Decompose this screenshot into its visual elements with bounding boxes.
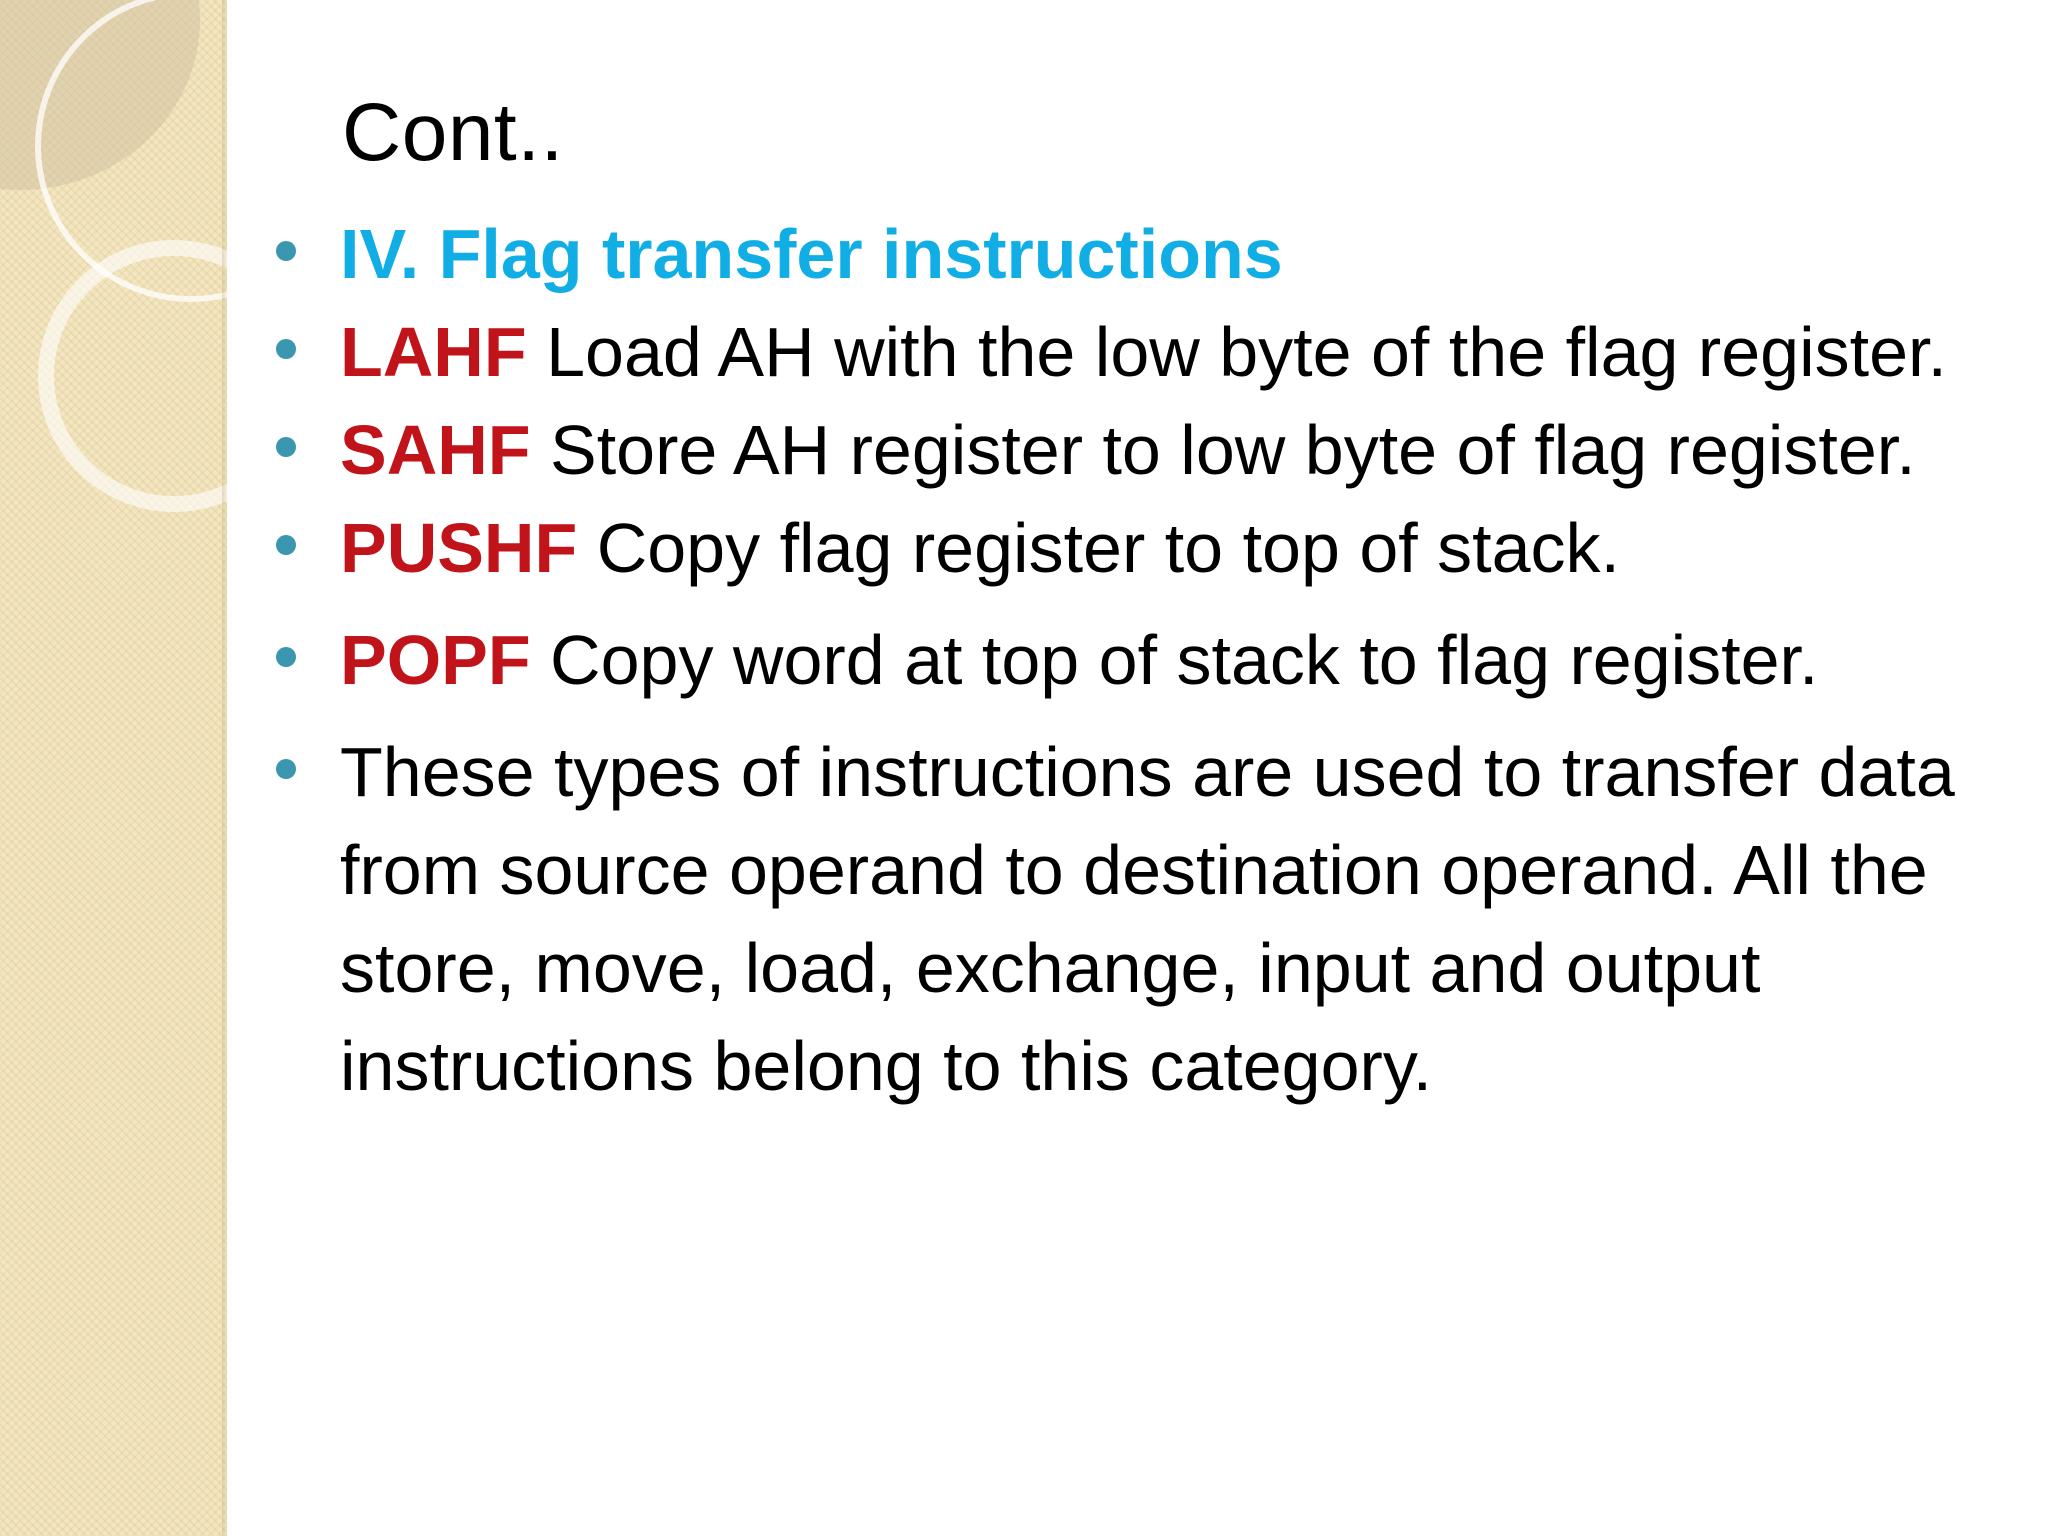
bullet-dot-icon xyxy=(276,535,296,555)
instruction-description: Copy flag register to top of stack. xyxy=(596,509,1620,587)
bullet-sahf xyxy=(270,401,1990,499)
bullet-lahf xyxy=(270,303,1990,401)
instruction-description: Load AH with the low byte of the flag register. xyxy=(546,313,1947,391)
bullet-pushf xyxy=(270,499,1990,597)
bullet-popf xyxy=(270,611,1990,709)
bullet-summary xyxy=(270,723,1990,1115)
instruction-description: Copy word at top of stack to flag register. xyxy=(550,621,1819,699)
instruction-description: Store AH register to low byte of flag register. xyxy=(550,411,1916,489)
bullet-dot-icon xyxy=(276,647,296,667)
bullet-dot-icon xyxy=(276,241,296,261)
bullet-dot-icon xyxy=(276,339,296,359)
instruction-keyword: PUSHF xyxy=(340,509,578,587)
bullet-heading xyxy=(270,205,1990,303)
decorative-side-band xyxy=(0,0,227,1536)
section-heading: IV. Flag transfer instructions xyxy=(340,215,1283,293)
instruction-keyword: LAHF xyxy=(340,313,527,391)
decorative-ring-small xyxy=(38,240,227,512)
band-edge-shadow xyxy=(222,0,228,1536)
bullet-list xyxy=(270,205,1990,1115)
bullet-dot-icon xyxy=(276,759,296,779)
summary-text: These types of instructions are used to transfer data from source operand to destination operand. All the store, move, load, exchange, input and output instructions belong to this category. xyxy=(340,733,1955,1105)
instruction-keyword: POPF xyxy=(340,621,531,699)
instruction-keyword: SAHF xyxy=(340,411,531,489)
bullet-dot-icon xyxy=(276,437,296,457)
slide-title: Cont.. xyxy=(342,87,564,178)
